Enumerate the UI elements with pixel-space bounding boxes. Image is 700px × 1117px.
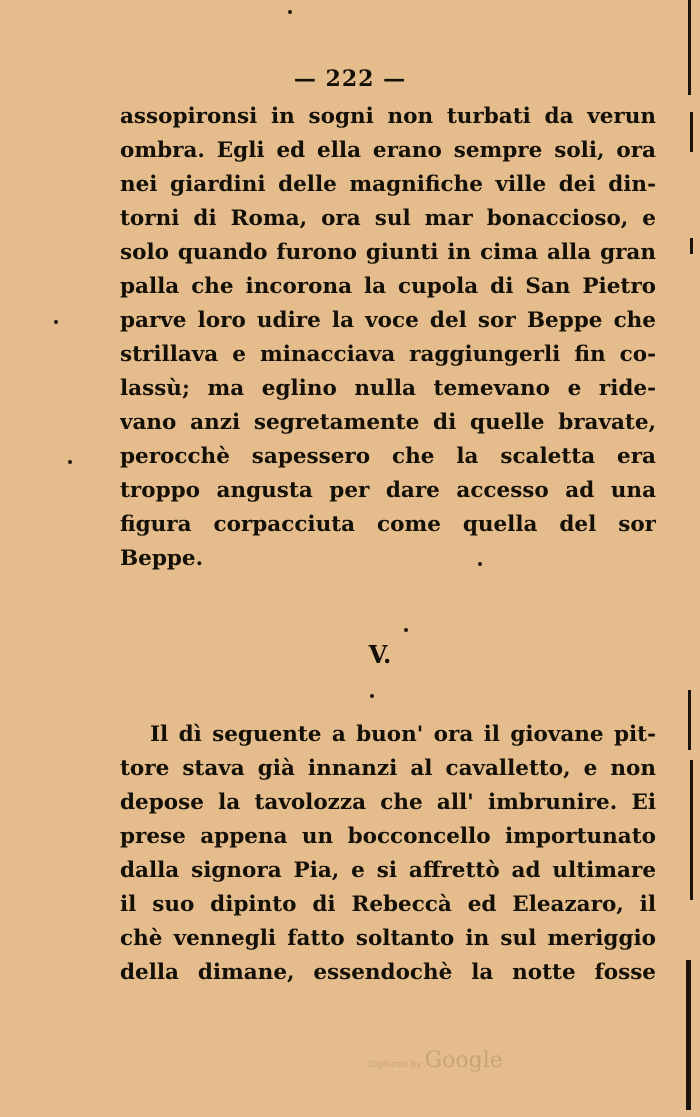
text-line: depose la tavolozza che all' imbrunire. Ei xyxy=(120,790,656,815)
text-line: il suo dipinto di Rebeccà ed Eleazaro, il xyxy=(120,892,656,917)
text-line: solo quando furono giunti in cima alla gran xyxy=(120,240,656,265)
text-line: della dimane, essendochè la notte fosse xyxy=(120,960,656,985)
text-line: prese appena un bocconcello importunato xyxy=(120,824,656,849)
scan-edge-mark xyxy=(690,238,693,254)
scan-speck xyxy=(54,320,58,324)
scan-edge-mark xyxy=(688,690,691,750)
section-heading: V. xyxy=(368,640,392,669)
scan-speck xyxy=(478,562,482,566)
page-number: — 222 — xyxy=(293,66,407,92)
text-line: torni di Roma, ora sul mar bonaccioso, e xyxy=(120,206,656,231)
text-line: strillava e minacciava raggiungerli fin co- xyxy=(120,342,656,367)
text-line: tore stava già innanzi al cavalletto, e non xyxy=(120,756,656,781)
watermark-prefix: Digitized by xyxy=(368,1060,422,1070)
text-line: palla che incorona la cupola di San Pietro xyxy=(120,274,656,299)
text-line: nei giardini delle magnifiche ville dei din- xyxy=(120,172,656,197)
scan-edge-mark xyxy=(690,760,693,900)
text-line: figura corpacciuta come quella del sor xyxy=(120,512,656,537)
text-line: perocchè sapessero che la scaletta era xyxy=(120,444,656,469)
scan-speck xyxy=(404,628,408,632)
scan-edge-mark xyxy=(686,960,691,1110)
text-line: Beppe. xyxy=(120,546,204,571)
text-line: vano anzi segretamente di quelle bravate, xyxy=(120,410,656,435)
text-line: dalla signora Pia, e si affrettò ad ultimare xyxy=(120,858,656,883)
digitized-watermark xyxy=(368,1048,503,1073)
text-line: ombra. Egli ed ella erano sempre soli, ora xyxy=(120,138,656,163)
text-line: Il dì seguente a buon' ora il giovane pit- xyxy=(150,722,656,747)
google-logo: Google xyxy=(424,1048,503,1073)
scan-edge-mark xyxy=(688,0,691,95)
text-line: assopironsi in sogni non turbati da verun xyxy=(120,104,656,129)
text-line: parve loro udire la voce del sor Beppe che xyxy=(120,308,656,333)
scan-edge-mark xyxy=(690,112,693,152)
scan-speck xyxy=(68,460,72,464)
text-line: chè vennegli fatto soltanto in sul meriggio xyxy=(120,926,656,951)
text-line: troppo angusta per dare accesso ad una xyxy=(120,478,656,503)
scan-speck xyxy=(370,694,374,698)
text-line: lassù; ma eglino nulla temevano e ride- xyxy=(120,376,656,401)
scan-speck xyxy=(288,10,292,14)
